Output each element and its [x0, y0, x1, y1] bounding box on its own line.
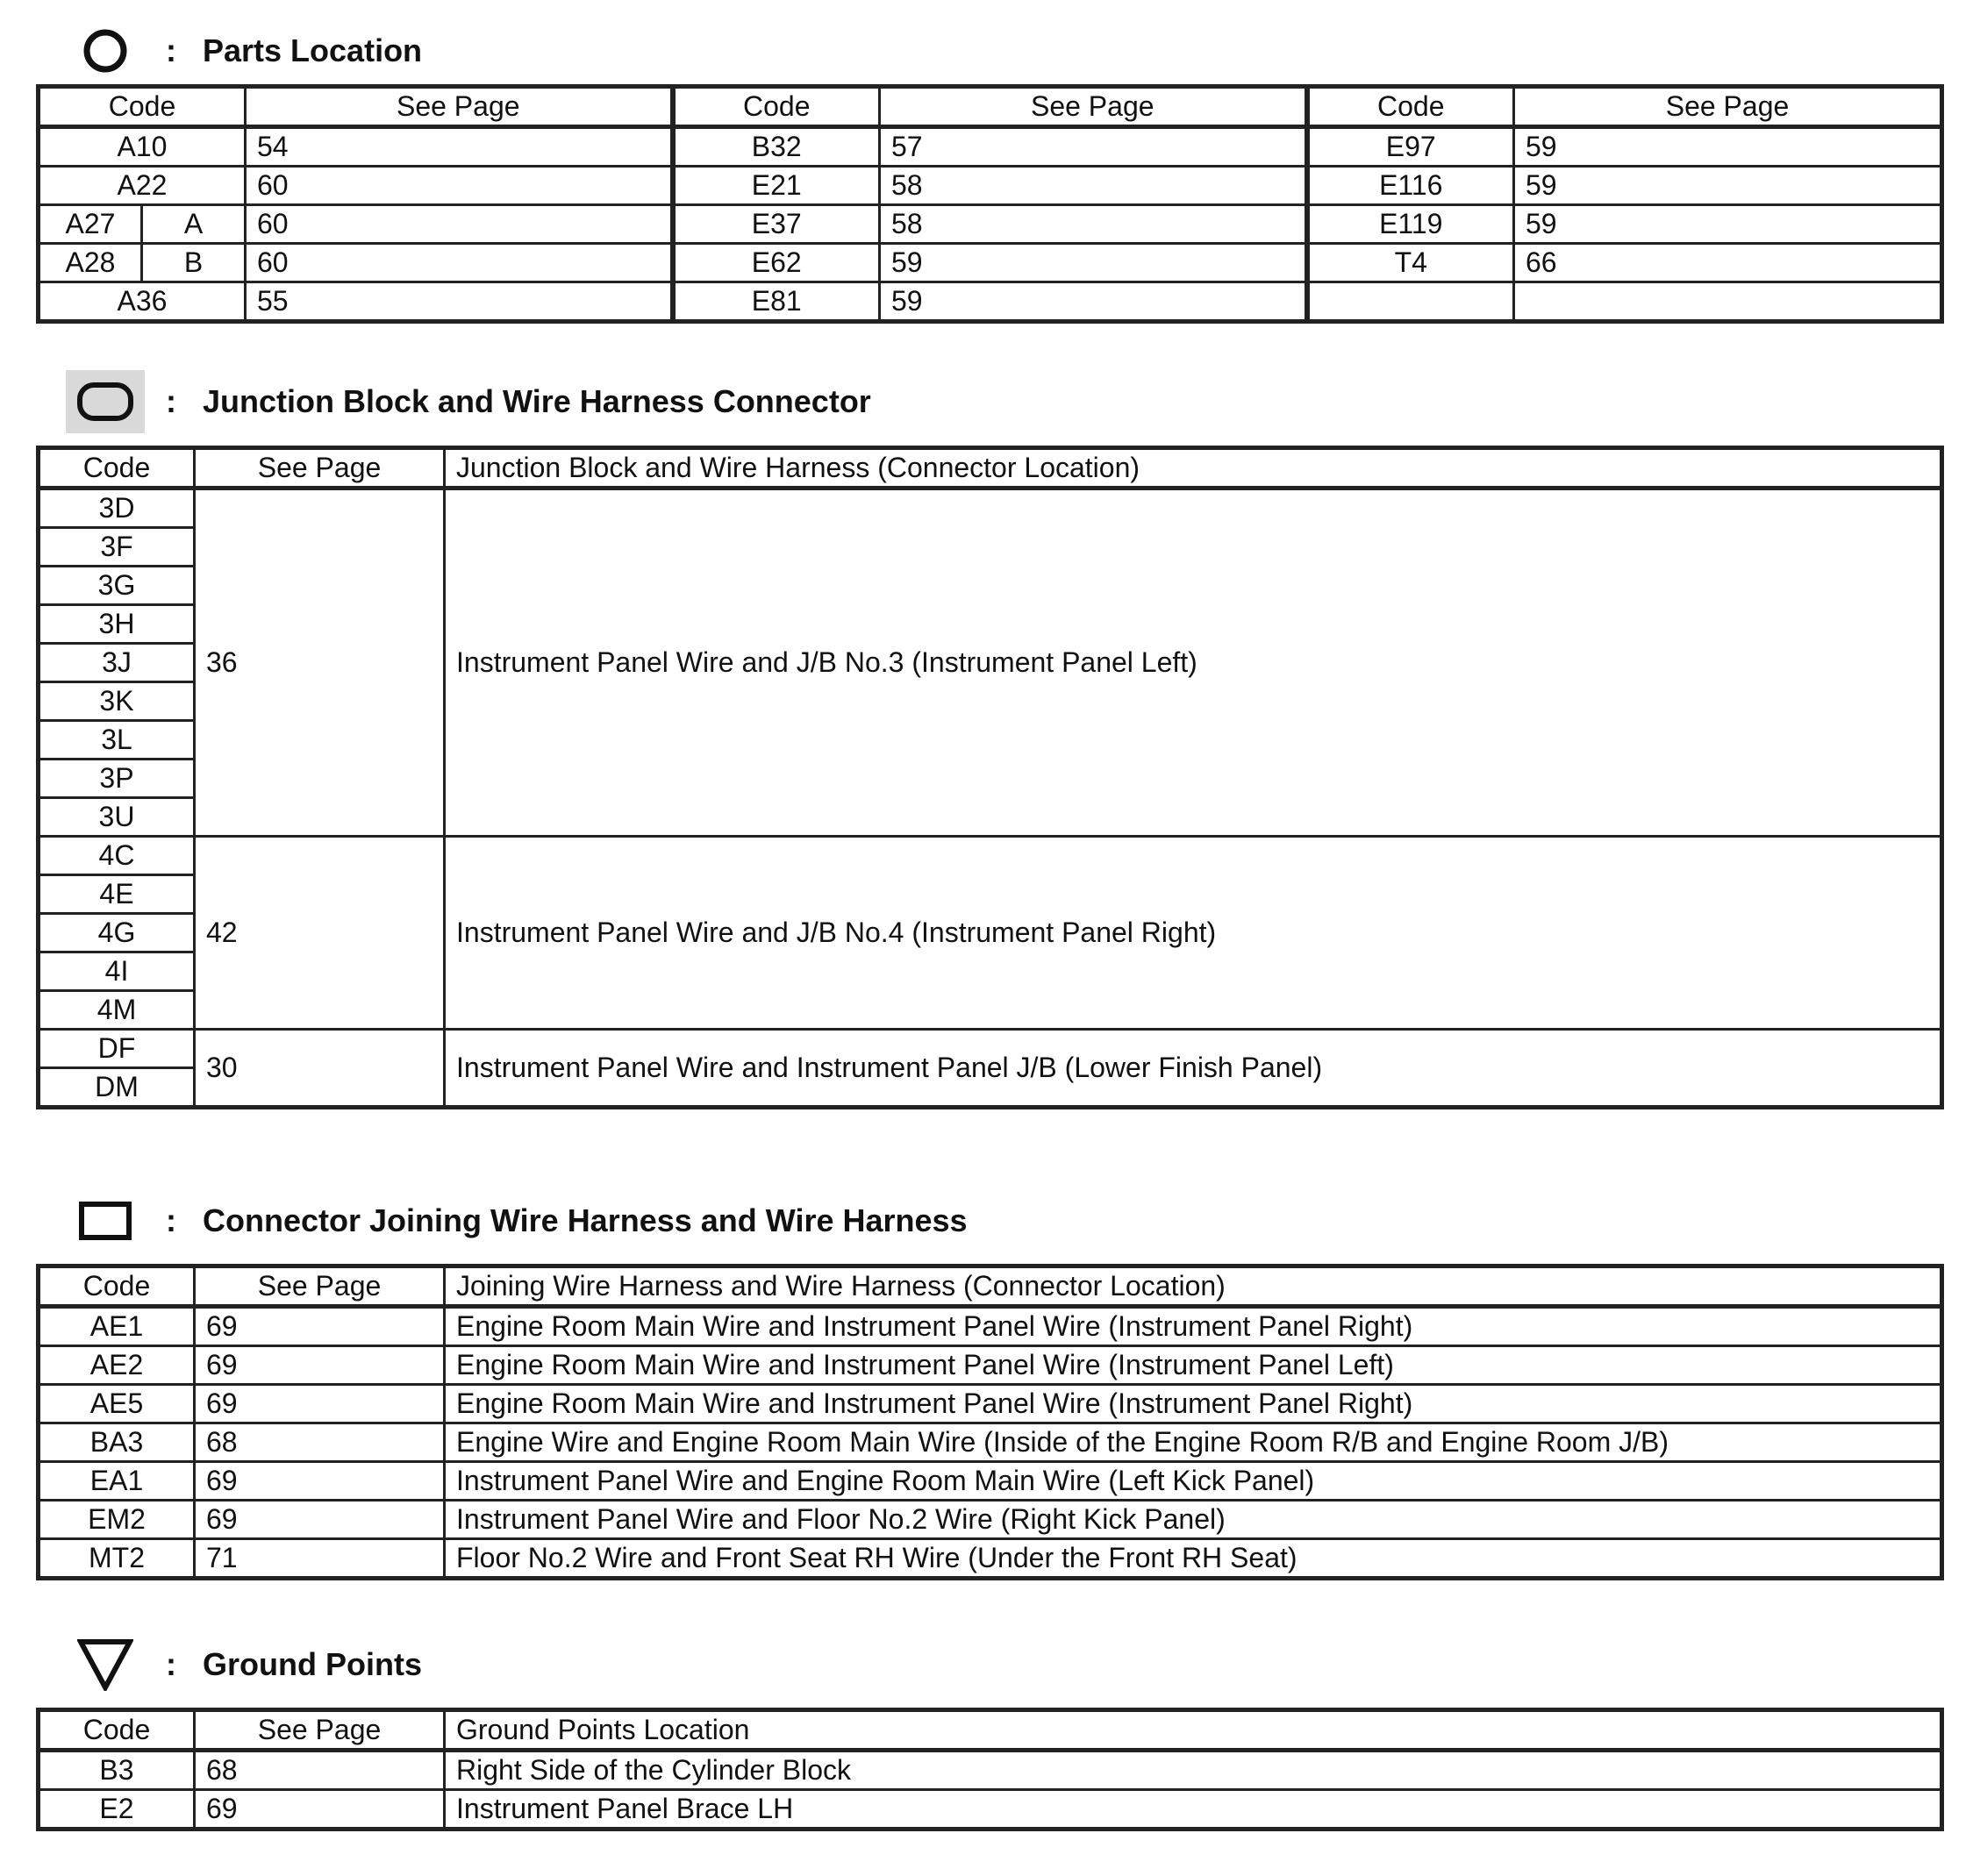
page-cell: 57	[880, 127, 1307, 167]
location-cell: Floor No.2 Wire and Front Seat RH Wire (Under the Front RH Seat)	[445, 1539, 1942, 1579]
col-header-location: Joining Wire Harness and Wire Harness (Connector Location)	[445, 1266, 1942, 1307]
page-cell: 42	[195, 837, 445, 1030]
table-row	[39, 244, 1942, 282]
page-cell: 69	[195, 1307, 445, 1346]
location-cell: Instrument Panel Brace LH	[445, 1790, 1942, 1830]
parts-location-header	[66, 19, 422, 82]
page-cell: 69	[195, 1501, 445, 1539]
page-cell: 60	[246, 205, 673, 244]
code-cell: AE5	[39, 1385, 195, 1423]
col-header-code: Code	[39, 1266, 195, 1307]
table-row	[39, 489, 1942, 528]
code-cell: 3F	[39, 528, 195, 567]
section-colon: :	[166, 32, 176, 68]
table-row	[39, 282, 1942, 322]
page-cell: 60	[246, 167, 673, 205]
col-header-code: Code	[39, 87, 246, 127]
page-cell: 58	[880, 167, 1307, 205]
col-header-code: Code	[39, 448, 195, 489]
page-cell: 66	[1514, 244, 1942, 282]
sub-code-cell: A	[142, 205, 246, 244]
table-row	[39, 1539, 1942, 1579]
col-header-see-page: See Page	[195, 448, 445, 489]
table-row	[39, 1462, 1942, 1501]
col-header-see-page: See Page	[880, 87, 1307, 127]
code-cell: E116	[1307, 167, 1514, 205]
table-row	[39, 1790, 1942, 1830]
table-row	[39, 205, 1942, 244]
code-cell: DM	[39, 1068, 195, 1108]
junction-block-table	[36, 446, 1944, 1109]
col-header-see-page: See Page	[195, 1266, 445, 1307]
code-cell: E97	[1307, 127, 1514, 167]
page-cell: 68	[195, 1751, 445, 1790]
ground-points-table	[36, 1708, 1944, 1831]
sub-code-cell: B	[142, 244, 246, 282]
code-cell: DF	[39, 1030, 195, 1068]
table-row	[39, 1385, 1942, 1423]
page-cell: 69	[195, 1385, 445, 1423]
circle-icon	[66, 19, 145, 82]
table-row	[39, 167, 1942, 205]
table-header-row	[39, 448, 1942, 489]
code-cell: A28	[39, 244, 142, 282]
section-colon: :	[166, 1202, 176, 1238]
code-cell: A36	[39, 282, 246, 322]
code-cell: B3	[39, 1751, 195, 1790]
code-cell: EM2	[39, 1501, 195, 1539]
code-cell: MT2	[39, 1539, 195, 1579]
page-cell: 59	[1514, 167, 1942, 205]
code-cell: 3D	[39, 489, 195, 528]
code-cell: A27	[39, 205, 142, 244]
table-header-row	[39, 1710, 1942, 1751]
ground-points-header	[66, 1633, 422, 1696]
table-row	[39, 127, 1942, 167]
table-row	[39, 1501, 1942, 1539]
rectangle-icon	[66, 1189, 145, 1252]
code-cell: A22	[39, 167, 246, 205]
code-cell: 3U	[39, 798, 195, 837]
code-cell: 3K	[39, 682, 195, 721]
col-header-see-page: See Page	[195, 1710, 445, 1751]
code-cell: E81	[673, 282, 880, 322]
page-cell: 59	[880, 244, 1307, 282]
code-cell: E62	[673, 244, 880, 282]
code-cell	[1307, 282, 1514, 322]
parts-location-table	[36, 84, 1944, 324]
code-cell: 3P	[39, 760, 195, 798]
location-cell: Engine Room Main Wire and Instrument Panel Wire (Instrument Panel Right)	[445, 1307, 1942, 1346]
location-cell: Right Side of the Cylinder Block	[445, 1751, 1942, 1790]
code-cell: 4M	[39, 991, 195, 1030]
table-header-row	[39, 1266, 1942, 1307]
code-cell: EA1	[39, 1462, 195, 1501]
code-cell: 3J	[39, 644, 195, 682]
col-header-location: Junction Block and Wire Harness (Connector Location)	[445, 448, 1942, 489]
code-cell: 3L	[39, 721, 195, 760]
connector-joining-header	[66, 1189, 968, 1252]
code-cell: 4G	[39, 914, 195, 952]
code-cell: 4E	[39, 875, 195, 914]
location-cell: Engine Room Main Wire and Instrument Panel Wire (Instrument Panel Right)	[445, 1385, 1942, 1423]
code-cell: E37	[673, 205, 880, 244]
page-cell: 68	[195, 1423, 445, 1462]
location-cell: Instrument Panel Wire and Instrument Panel J/B (Lower Finish Panel)	[445, 1030, 1942, 1108]
connector-joining-table	[36, 1264, 1944, 1580]
location-cell: Instrument Panel Wire and Floor No.2 Wire (Right Kick Panel)	[445, 1501, 1942, 1539]
page-cell: 59	[1514, 127, 1942, 167]
code-cell: 4I	[39, 952, 195, 991]
code-cell: 3H	[39, 605, 195, 644]
code-cell: E2	[39, 1790, 195, 1830]
junction-block-header	[66, 370, 871, 433]
table-row	[39, 1423, 1942, 1462]
col-header-location: Ground Points Location	[445, 1710, 1942, 1751]
page-cell: 36	[195, 489, 445, 837]
table-row	[39, 837, 1942, 875]
location-cell: Engine Wire and Engine Room Main Wire (Inside of the Engine Room R/B and Engine Room J/B)	[445, 1423, 1942, 1462]
page-cell: 55	[246, 282, 673, 322]
table-row	[39, 1030, 1942, 1068]
section-title: Ground Points	[203, 1646, 422, 1682]
code-cell: E119	[1307, 205, 1514, 244]
col-header-code: Code	[673, 87, 880, 127]
page-cell: 69	[195, 1462, 445, 1501]
page-cell: 30	[195, 1030, 445, 1108]
code-cell: E21	[673, 167, 880, 205]
col-header-see-page: See Page	[1514, 87, 1942, 127]
page-cell: 54	[246, 127, 673, 167]
table-row	[39, 1307, 1942, 1346]
section-title: Connector Joining Wire Harness and Wire Harness	[203, 1202, 968, 1238]
page-cell: 60	[246, 244, 673, 282]
table-header-row	[39, 87, 1942, 127]
page-cell: 69	[195, 1346, 445, 1385]
section-colon: :	[166, 1646, 176, 1682]
page-cell	[1514, 282, 1942, 322]
code-cell: 4C	[39, 837, 195, 875]
page-cell: 59	[1514, 205, 1942, 244]
location-cell: Instrument Panel Wire and Engine Room Main Wire (Left Kick Panel)	[445, 1462, 1942, 1501]
section-colon: :	[166, 383, 176, 419]
col-header-code: Code	[1307, 87, 1514, 127]
col-header-code: Code	[39, 1710, 195, 1751]
code-cell: A10	[39, 127, 246, 167]
table-row	[39, 1346, 1942, 1385]
page-cell: 58	[880, 205, 1307, 244]
location-cell: Instrument Panel Wire and J/B No.3 (Instrument Panel Left)	[445, 489, 1942, 837]
triangle-down-icon	[66, 1633, 145, 1696]
rounded-rectangle-icon	[66, 370, 145, 433]
table-row	[39, 1751, 1942, 1790]
section-title: Junction Block and Wire Harness Connector	[203, 383, 871, 419]
code-cell: BA3	[39, 1423, 195, 1462]
location-cell: Instrument Panel Wire and J/B No.4 (Instrument Panel Right)	[445, 837, 1942, 1030]
page-cell: 59	[880, 282, 1307, 322]
col-header-see-page: See Page	[246, 87, 673, 127]
section-title: Parts Location	[203, 32, 423, 68]
code-cell: B32	[673, 127, 880, 167]
code-cell: 3G	[39, 567, 195, 605]
code-cell: AE1	[39, 1307, 195, 1346]
location-cell: Engine Room Main Wire and Instrument Panel Wire (Instrument Panel Left)	[445, 1346, 1942, 1385]
code-cell: T4	[1307, 244, 1514, 282]
code-cell: AE2	[39, 1346, 195, 1385]
page-cell: 71	[195, 1539, 445, 1579]
page-cell: 69	[195, 1790, 445, 1830]
